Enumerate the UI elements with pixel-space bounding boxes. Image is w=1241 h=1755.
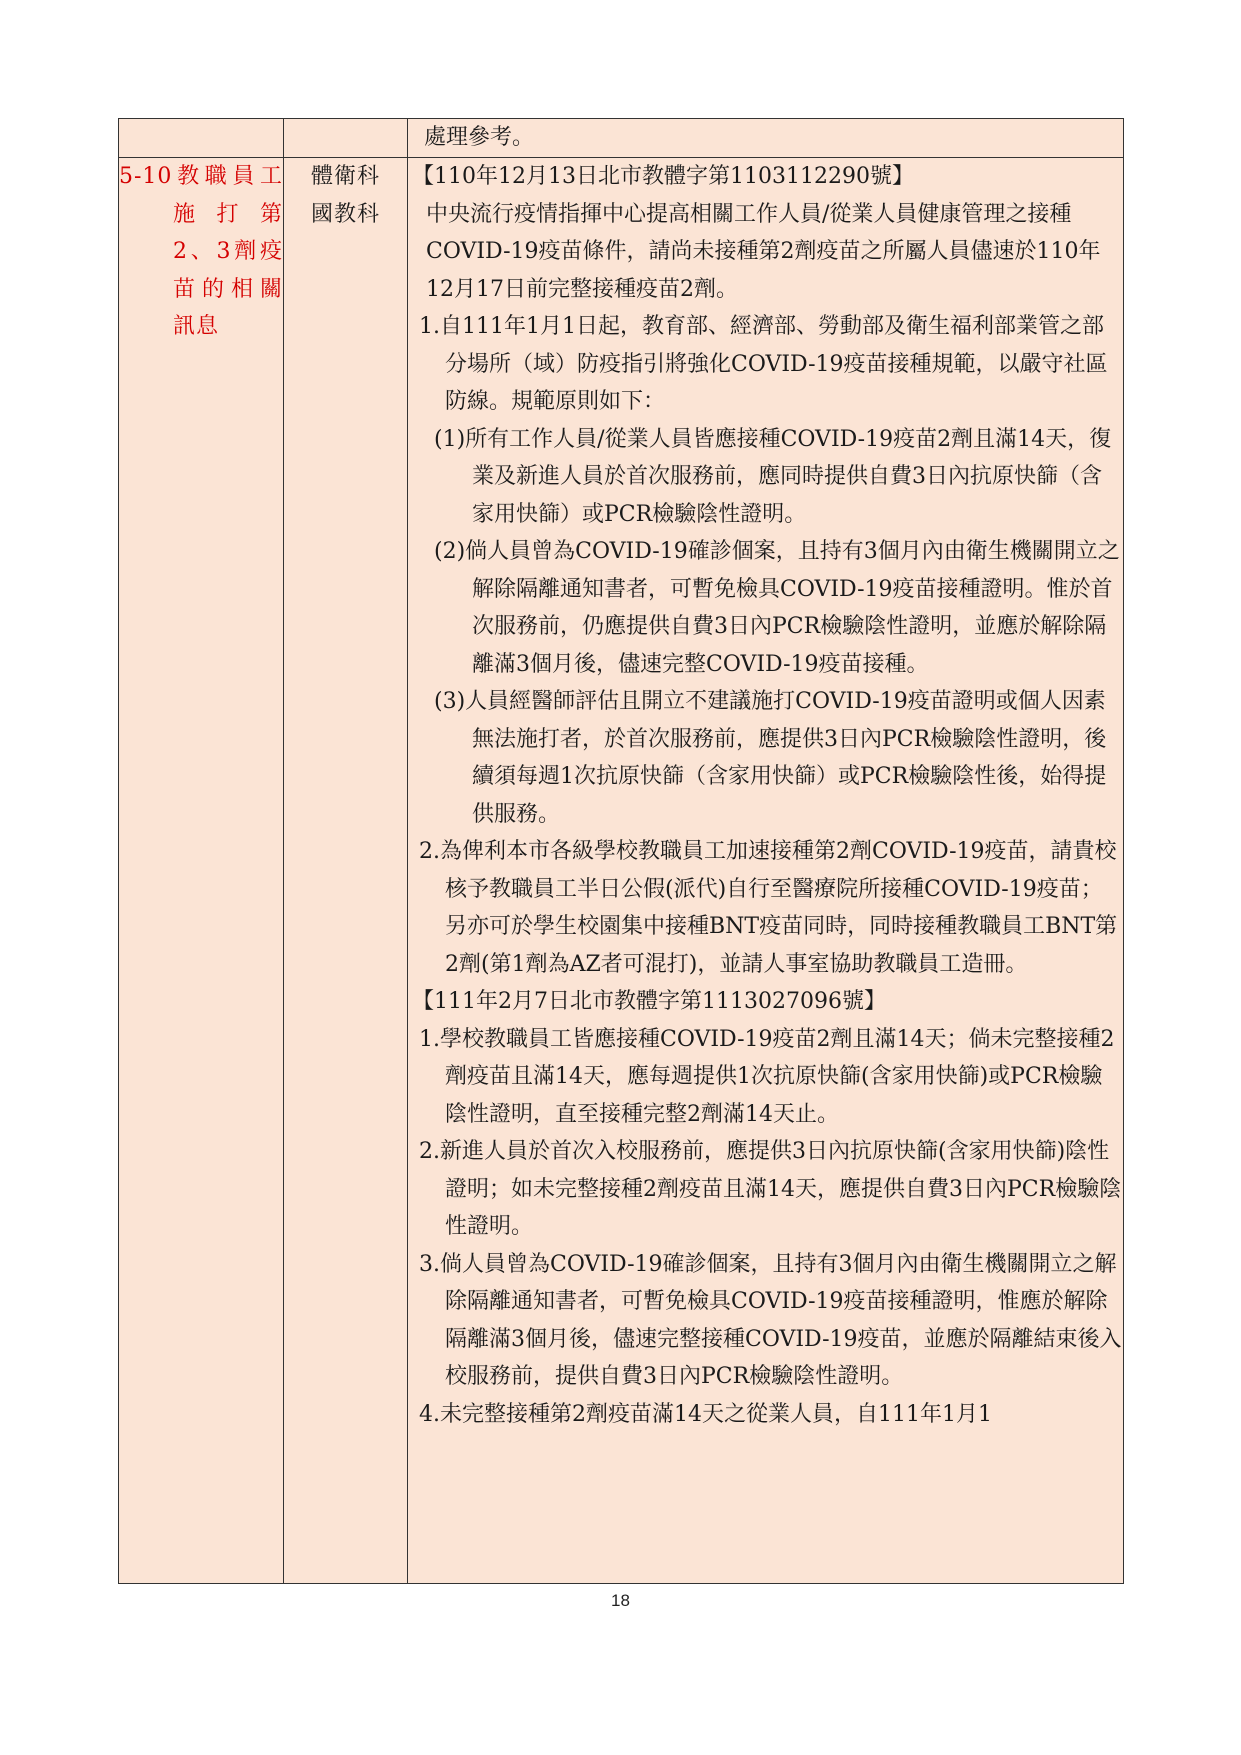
page-number: 18 [611, 1591, 630, 1610]
list-item: 1.自111年1月1日起，教育部、經濟部、勞動部及衛生福利部業管之部分場所（域）防疫指引將強化COVID-19疫苗接種規範，以嚴守社區防線。規範原則如下： [419, 314, 1108, 414]
topic-line: 施 打 第 [173, 201, 283, 227]
topic-cell-empty [119, 119, 284, 158]
list-item: 4.未完整接種第2劑疫苗滿14天之從業人員，自111年1月1 [419, 1401, 992, 1427]
department-cell [284, 158, 408, 1584]
sub-list-item: (3)人員經醫師評估且開立不建議施打COVID-19疫苗證明或個人因素無法施打者，於首次服務前，應提供3日內PCR檢驗陰性證明，後續須每週1次抗原快篩（含家用快篩）或PCR檢驗陰性後，始得提供服務。 [434, 689, 1107, 827]
table-row [119, 158, 1124, 1584]
dept-cell-empty [284, 119, 408, 158]
content-cell [408, 119, 1124, 158]
list-item: 1.學校教職員工皆應接種COVID-19疫苗2劑且滿14天；倘未完整接種2劑疫苗且滿14天，應每週提供1次抗原快篩(含家用快篩)或PCR檢驗陰性證明，直至接種完整2劑滿14天止。 [419, 1026, 1115, 1127]
document-table [118, 118, 1124, 1584]
continued-text: 處理參考。 [424, 125, 535, 150]
list-item: 2.為俾利本市各級學校教職員工加速接種第2劑COVID-19疫苗，請貴校核予教職員工半日公假(派代)自行至醫療院所接種COVID-19疫苗；另亦可於學生校園集中接種BNT疫苗同時，同時接種教職員工BNT第2劑(第1劑為AZ者可混打)，並請人事室協助教職員工造冊。 [419, 839, 1118, 977]
list-item: 3.倘人員曾為COVID-19確診個案，且持有3個月內由衛生機關開立之解除隔離通知書者，可暫免檢具COVID-19疫苗接種證明，惟應於解除隔離滿3個月後，儘速完整接種COVID-19疫苗，並應於隔離結束後入校服務前，提供自費3日內PCR檢驗陰性證明。 [419, 1251, 1122, 1389]
content-cell [408, 158, 1124, 1584]
topic-cell [119, 158, 284, 1584]
topic-line: 2、3劑疫 [173, 239, 283, 264]
intro-paragraph: 中央流行疫情指揮中心提高相關工作人員/從業人員健康管理之接種COVID-19疫苗條件，請尚未接種第2劑疫苗之所屬人員儘速於110年12月17日前完整接種疫苗2劑。 [426, 201, 1101, 302]
table-row [119, 119, 1124, 158]
topic-line: 苗的相關 [173, 276, 283, 302]
department-label: 體衛科 [310, 164, 380, 189]
sub-list-item: (1)所有工作人員/從業人員皆應接種COVID-19疫苗2劑且滿14天，復業及新進人員於首次服務前，應同時提供自費3日內抗原快篩（含家用快篩）或PCR檢驗陰性證明。 [434, 426, 1112, 527]
list-item: 2.新進人員於首次入校服務前，應提供3日內抗原快篩(含家用快篩)陰性證明；如未完整接種2劑疫苗且滿14天，應提供自費3日內PCR檢驗陰性證明。 [419, 1139, 1122, 1239]
document-reference-heading: 【110年12月13日北市教體字第1103112290號】 [412, 164, 914, 189]
topic-line: 訊息 [173, 314, 220, 339]
sub-list-item: (2)倘人員曾為COVID-19確診個案，且持有3個月內由衛生機關開立之解除隔離通知書者，可暫免檢具COVID-19疫苗接種證明。惟於首次服務前，仍應提供自費3日內PCR檢驗陰性證明，並應於解除隔離滿3個月後，儘速完整COVID-19疫苗接種。 [434, 539, 1120, 677]
department-label: 國教科 [310, 201, 380, 227]
document-reference-heading: 【111年2月7日北市教體字第1113027096號】 [412, 989, 886, 1014]
topic-line: 5-10教職員工 [119, 164, 283, 189]
